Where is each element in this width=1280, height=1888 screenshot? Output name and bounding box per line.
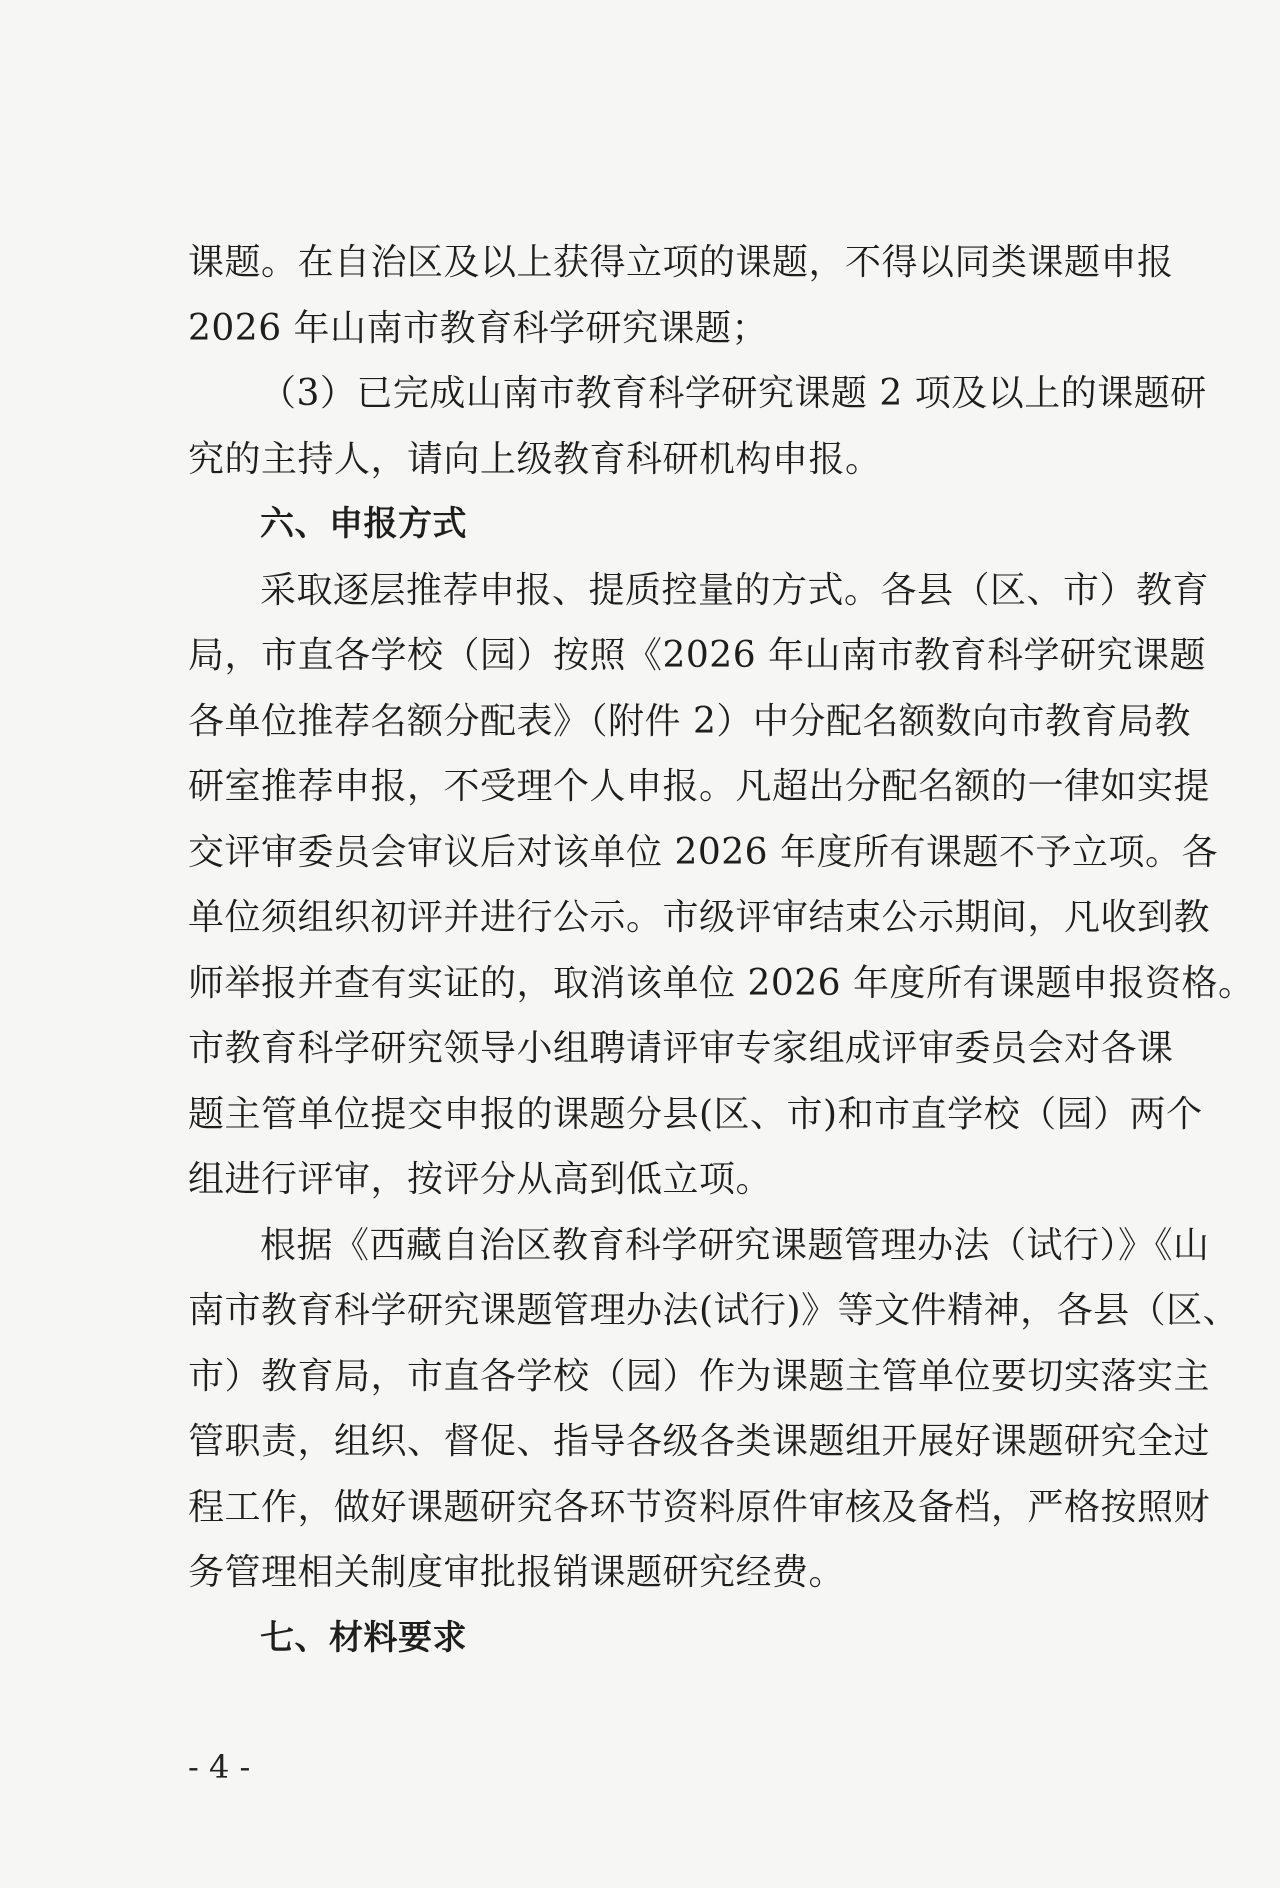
text-line: 2026 年山南市教育科学研究课题； [188,307,769,349]
text-line: 局，市直各学校（园）按照《2026 年山南市教育科学研究课题 [188,635,1207,676]
text-line: 务管理相关制度审批报销课题研究经费。 [188,1552,846,1593]
text-line: 根据《西藏自治区教育科学研究课题管理办法（试行）》《山 [260,1224,1210,1266]
text-line: （3）已完成山南市教育科学研究课题 2 项及以上的课题研 [260,373,1207,414]
section-heading: 六、申报方式 [260,504,467,544]
text-line: 究的主持人，请向上级教育科研机构申报。 [188,438,882,480]
text-line: 各单位推荐名额分配表》（附件 2）中分配名额数向市教育局教 [188,700,1191,742]
text-line: 单位须组织初评并进行公示。市级评审结束公示期间，凡收到教 [188,897,1211,938]
text-line: 程工作，做好课题研究各环节资料原件审核及备档，严格按照财 [188,1486,1211,1528]
text-line: 市教育科学研究领导小组聘请评审专家组成评审委员会对各课 [188,1028,1174,1069]
text-line: 师举报并查有实证的，取消该单位 2026 年度所有课题申报资格。 [188,962,1255,1004]
text-line: 组进行评审，按评分从高到低立项。 [188,1159,773,1200]
text-line: 采取逐层推荐申报、提质控量的方式。各县（区、市）教育 [260,569,1210,611]
text-line: 研室推荐申报，不受理个人申报。凡超出分配名额的一律如实提 [188,766,1211,807]
document-body [188,230,1255,1671]
text-line: 南市教育科学研究课题管理办法(试行)》等文件精神，各县（区、 [188,1290,1240,1331]
section-heading: 七、材料要求 [260,1617,467,1658]
text-line: 市）教育局，市直各学校（园）作为课题主管单位要切实落实主 [188,1355,1211,1397]
text-line: 交评审委员会审议后对该单位 2026 年度所有课题不予立项。各 [188,831,1219,873]
page-number: - 4 - [188,1748,251,1786]
text-line: 题主管单位提交申报的课题分县(区、市)和市直学校（园）两个 [188,1093,1203,1135]
text-line: 管职责，组织、督促、指导各级各类课题组开展好课题研究全过 [188,1421,1211,1462]
text-line: 课题。在自治区及以上获得立项的课题，不得以同类课题申报 [188,242,1174,283]
